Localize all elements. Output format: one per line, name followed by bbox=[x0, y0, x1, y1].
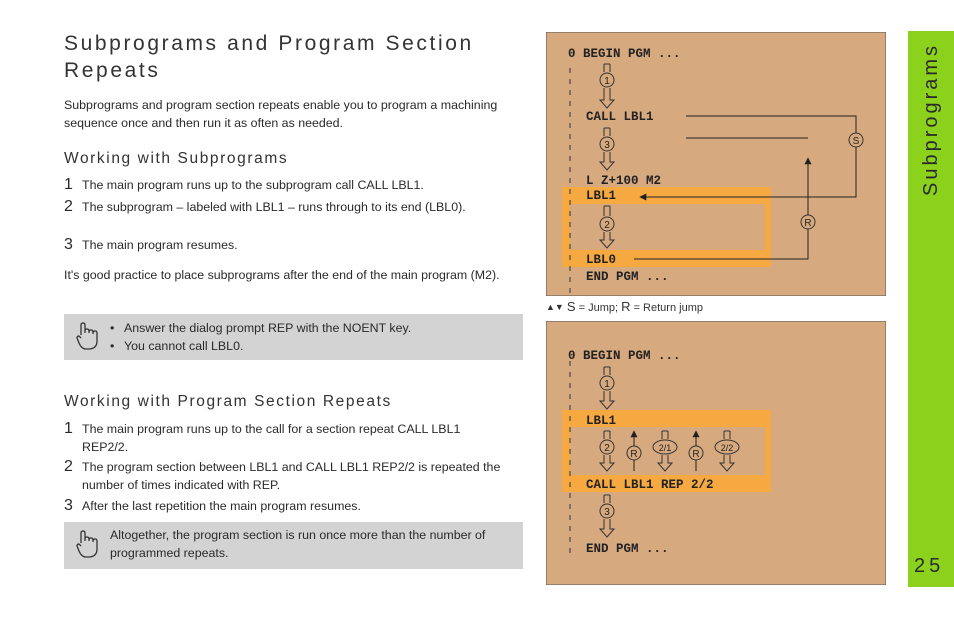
step-badge-label: 2 bbox=[604, 220, 610, 231]
step-text: The subprogram – labeled with LBL1 – runs through to its end (LBL0). bbox=[82, 200, 466, 214]
repeat-badge-label: 2/2 bbox=[720, 443, 734, 453]
legend-jump-text: = Jump; bbox=[578, 302, 619, 314]
return-badge-label: R bbox=[692, 449, 700, 460]
subprogram-tip: It's good practice to place subprograms after the end of the main program (M2). bbox=[64, 268, 500, 282]
page-number: 25 bbox=[914, 555, 945, 577]
code-line: LBL0 bbox=[586, 253, 617, 267]
chapter-sidebar bbox=[908, 31, 954, 587]
code-line: LBL1 bbox=[586, 189, 617, 203]
step-text: After the last repetition the main program resumes. bbox=[82, 499, 361, 513]
legend-return-text: = Return jump bbox=[633, 302, 703, 314]
jump-badge-label: S bbox=[852, 136, 860, 147]
step-text: The main program resumes. bbox=[82, 238, 238, 252]
step-number: 1 bbox=[64, 420, 73, 437]
subprogram-flow-diagram bbox=[546, 32, 886, 296]
code-line: CALL LBL1 REP 2/2 bbox=[586, 478, 714, 492]
step-badge-label: 2 bbox=[604, 443, 610, 454]
subprogram-note-box bbox=[64, 314, 523, 360]
return-badge-label: R bbox=[630, 449, 638, 460]
pointing-hand-icon bbox=[76, 529, 98, 559]
step-number: 3 bbox=[64, 497, 73, 514]
intro-paragraph: Subprograms and program section repeats enable you to program a machining sequence once and then run it as often as needed. bbox=[64, 98, 498, 130]
step-number: 1 bbox=[64, 176, 73, 193]
section-repeat-flow-diagram bbox=[546, 321, 886, 585]
step-number: 3 bbox=[64, 236, 73, 253]
step-text: The program section between LBL1 and CALL LBL1 REP2/2 is repeated the number of times indicated with REP. bbox=[82, 460, 501, 492]
subprograms-heading: Working with Subprograms bbox=[64, 150, 289, 167]
chapter-label: Subprograms bbox=[920, 43, 942, 197]
note-item: • You cannot call LBL0. bbox=[110, 338, 411, 356]
section-repeats-heading: Working with Program Section Repeats bbox=[64, 393, 392, 410]
step-badge-label: 3 bbox=[604, 507, 610, 518]
repeat-badge-label: 2/1 bbox=[658, 443, 672, 453]
step-text: The main program runs up to the call for a section repeat CALL LBL1 REP2/2. bbox=[82, 422, 461, 454]
code-line: 0 BEGIN PGM ... bbox=[568, 47, 681, 61]
step-text: The main program runs up to the subprogram call CALL LBL1. bbox=[82, 178, 424, 192]
pointing-hand-icon bbox=[76, 321, 98, 351]
diagram-legend bbox=[546, 299, 703, 314]
return-badge-label: R bbox=[804, 218, 812, 229]
code-line: END PGM ... bbox=[586, 542, 669, 556]
code-line: LBL1 bbox=[586, 414, 617, 428]
repeat-note-box bbox=[64, 522, 523, 569]
code-line: L Z+100 M2 bbox=[586, 174, 662, 188]
step-badge-label: 1 bbox=[604, 379, 610, 390]
code-line: CALL LBL1 bbox=[586, 110, 654, 124]
page-title: Subprograms and Program Section Repeats bbox=[64, 32, 474, 82]
legend-jump-letter: S bbox=[566, 299, 576, 314]
legend-return-letter: R bbox=[621, 299, 631, 314]
note-list bbox=[110, 320, 411, 355]
step-badge-label: 1 bbox=[604, 76, 610, 87]
step-number: 2 bbox=[64, 198, 73, 215]
note-item: • Answer the dialog prompt REP with the NOENT key. bbox=[110, 320, 411, 338]
note-text: Altogether, the program section is run once more than the number of programmed repeats. bbox=[110, 528, 486, 560]
step-badge-label: 3 bbox=[604, 140, 610, 151]
code-line: END PGM ... bbox=[586, 270, 669, 284]
step-number: 2 bbox=[64, 458, 73, 475]
updown-arrow-icon: ▲▼ bbox=[546, 302, 564, 312]
code-line: 0 BEGIN PGM ... bbox=[568, 349, 681, 363]
